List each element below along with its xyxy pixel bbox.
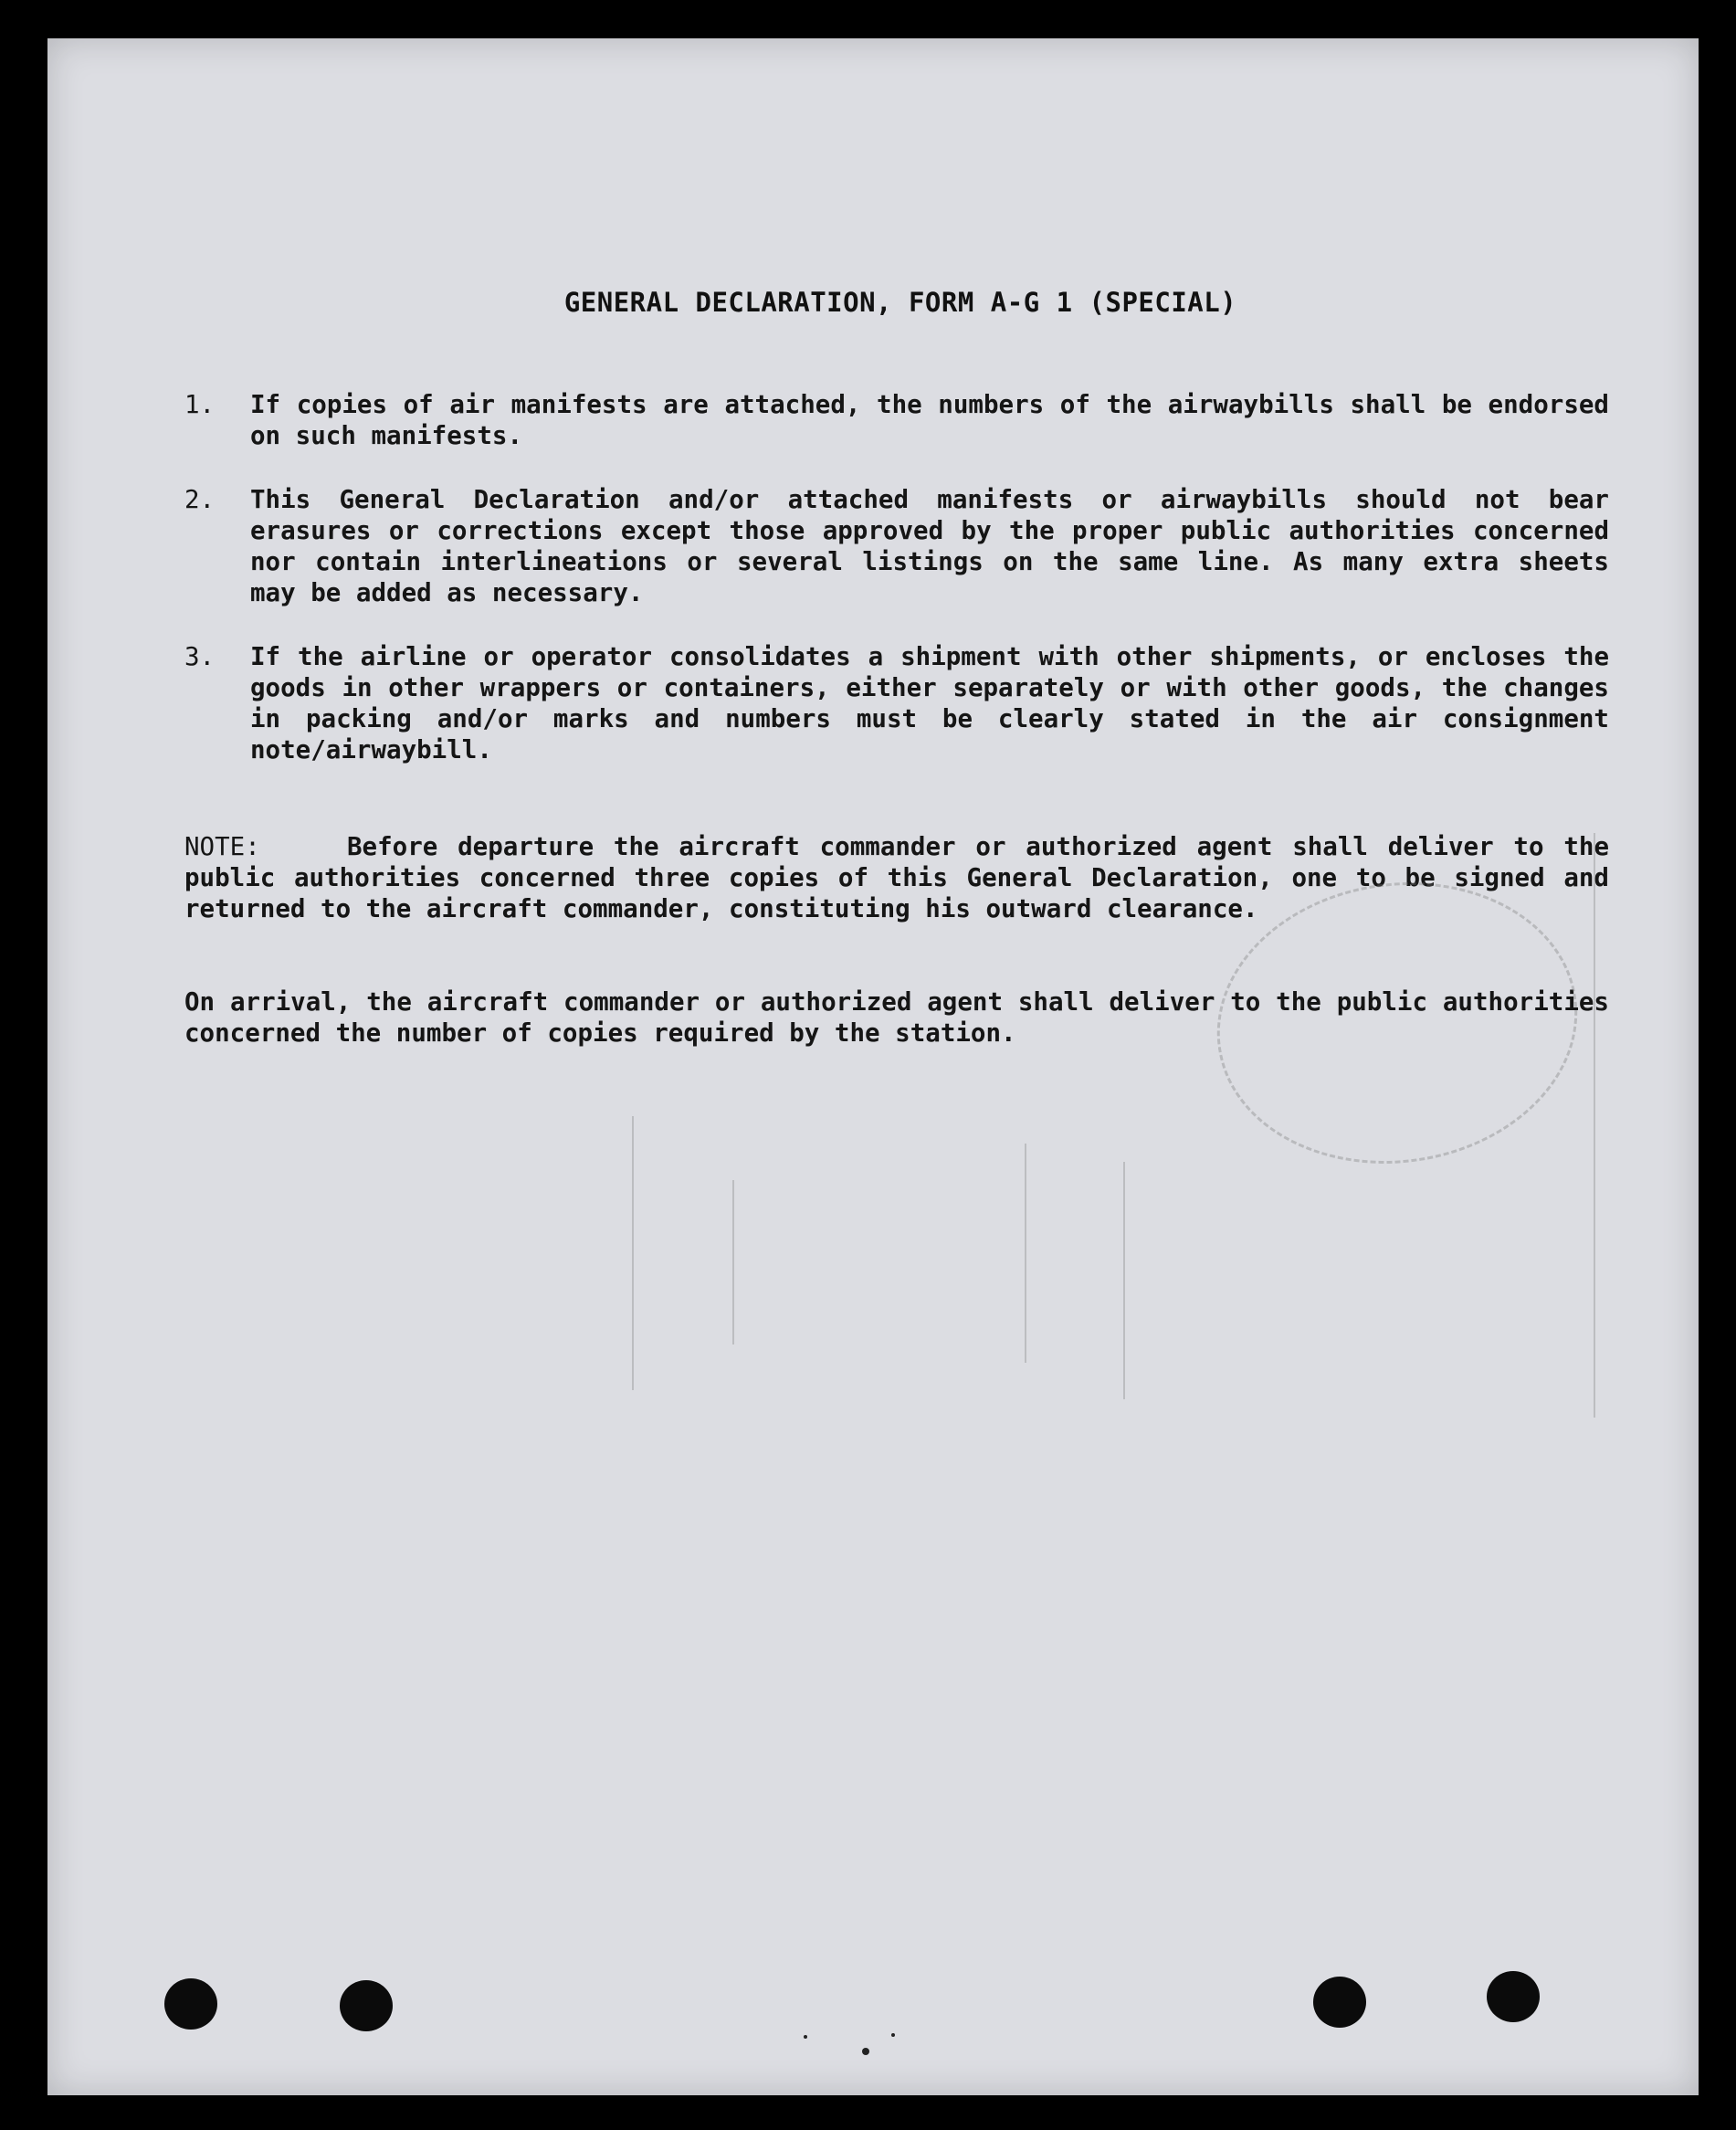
list-item bbox=[184, 389, 1609, 451]
document-page bbox=[47, 38, 1699, 2095]
faint-rule bbox=[732, 1180, 734, 1344]
punch-hole bbox=[1313, 1977, 1366, 2028]
document-title: GENERAL DECLARATION, FORM A-G 1 (SPECIAL) bbox=[563, 287, 1237, 318]
faint-rule bbox=[1025, 1144, 1026, 1363]
item-text: This General Declaration and/or attached manifests or airwaybills should not bear erasures or corrections except those approved by the proper public authorities concerned nor contain interlineations or several listings on the same line. As many extra sheets may be added as necessary. bbox=[250, 485, 1609, 607]
faint-rule bbox=[632, 1116, 634, 1390]
item-number: 1. bbox=[184, 390, 216, 419]
arrival-paragraph: On arrival, the aircraft commander or authorized agent shall deliver to the public authorities concerned the number of copies required by the station. bbox=[184, 987, 1609, 1048]
list-item bbox=[184, 484, 1609, 608]
item-text: If copies of air manifests are attached, the numbers of the airwaybills shall be endorsed on such manifests. bbox=[250, 390, 1609, 450]
faint-rule bbox=[1123, 1162, 1125, 1399]
item-number: 3. bbox=[184, 642, 216, 671]
faint-rule bbox=[1594, 833, 1595, 1418]
item-number: 2. bbox=[184, 485, 216, 514]
speck bbox=[862, 2048, 869, 2055]
note-text: Before departure the aircraft commander or authorized agent shall deliver to the public authorities concerned three copies of this General Declaration, one to be signed and returned to the aircraft commander, constituting his outward clearance. bbox=[184, 832, 1609, 923]
item-text: If the airline or operator consolidates a shipment with other shipments, or encloses the goods in other wrappers or containers, either separately or with other goods, the changes in packing and/or marks and numbers must be clearly stated in the air consignment note/airwaybill. bbox=[250, 642, 1609, 764]
punch-hole bbox=[164, 1978, 217, 2030]
speck bbox=[891, 2033, 895, 2037]
punch-hole bbox=[1487, 1971, 1540, 2022]
list-item bbox=[184, 641, 1609, 765]
speck bbox=[804, 2035, 807, 2039]
note-label: NOTE: bbox=[184, 832, 260, 861]
punch-hole bbox=[340, 1980, 393, 2031]
